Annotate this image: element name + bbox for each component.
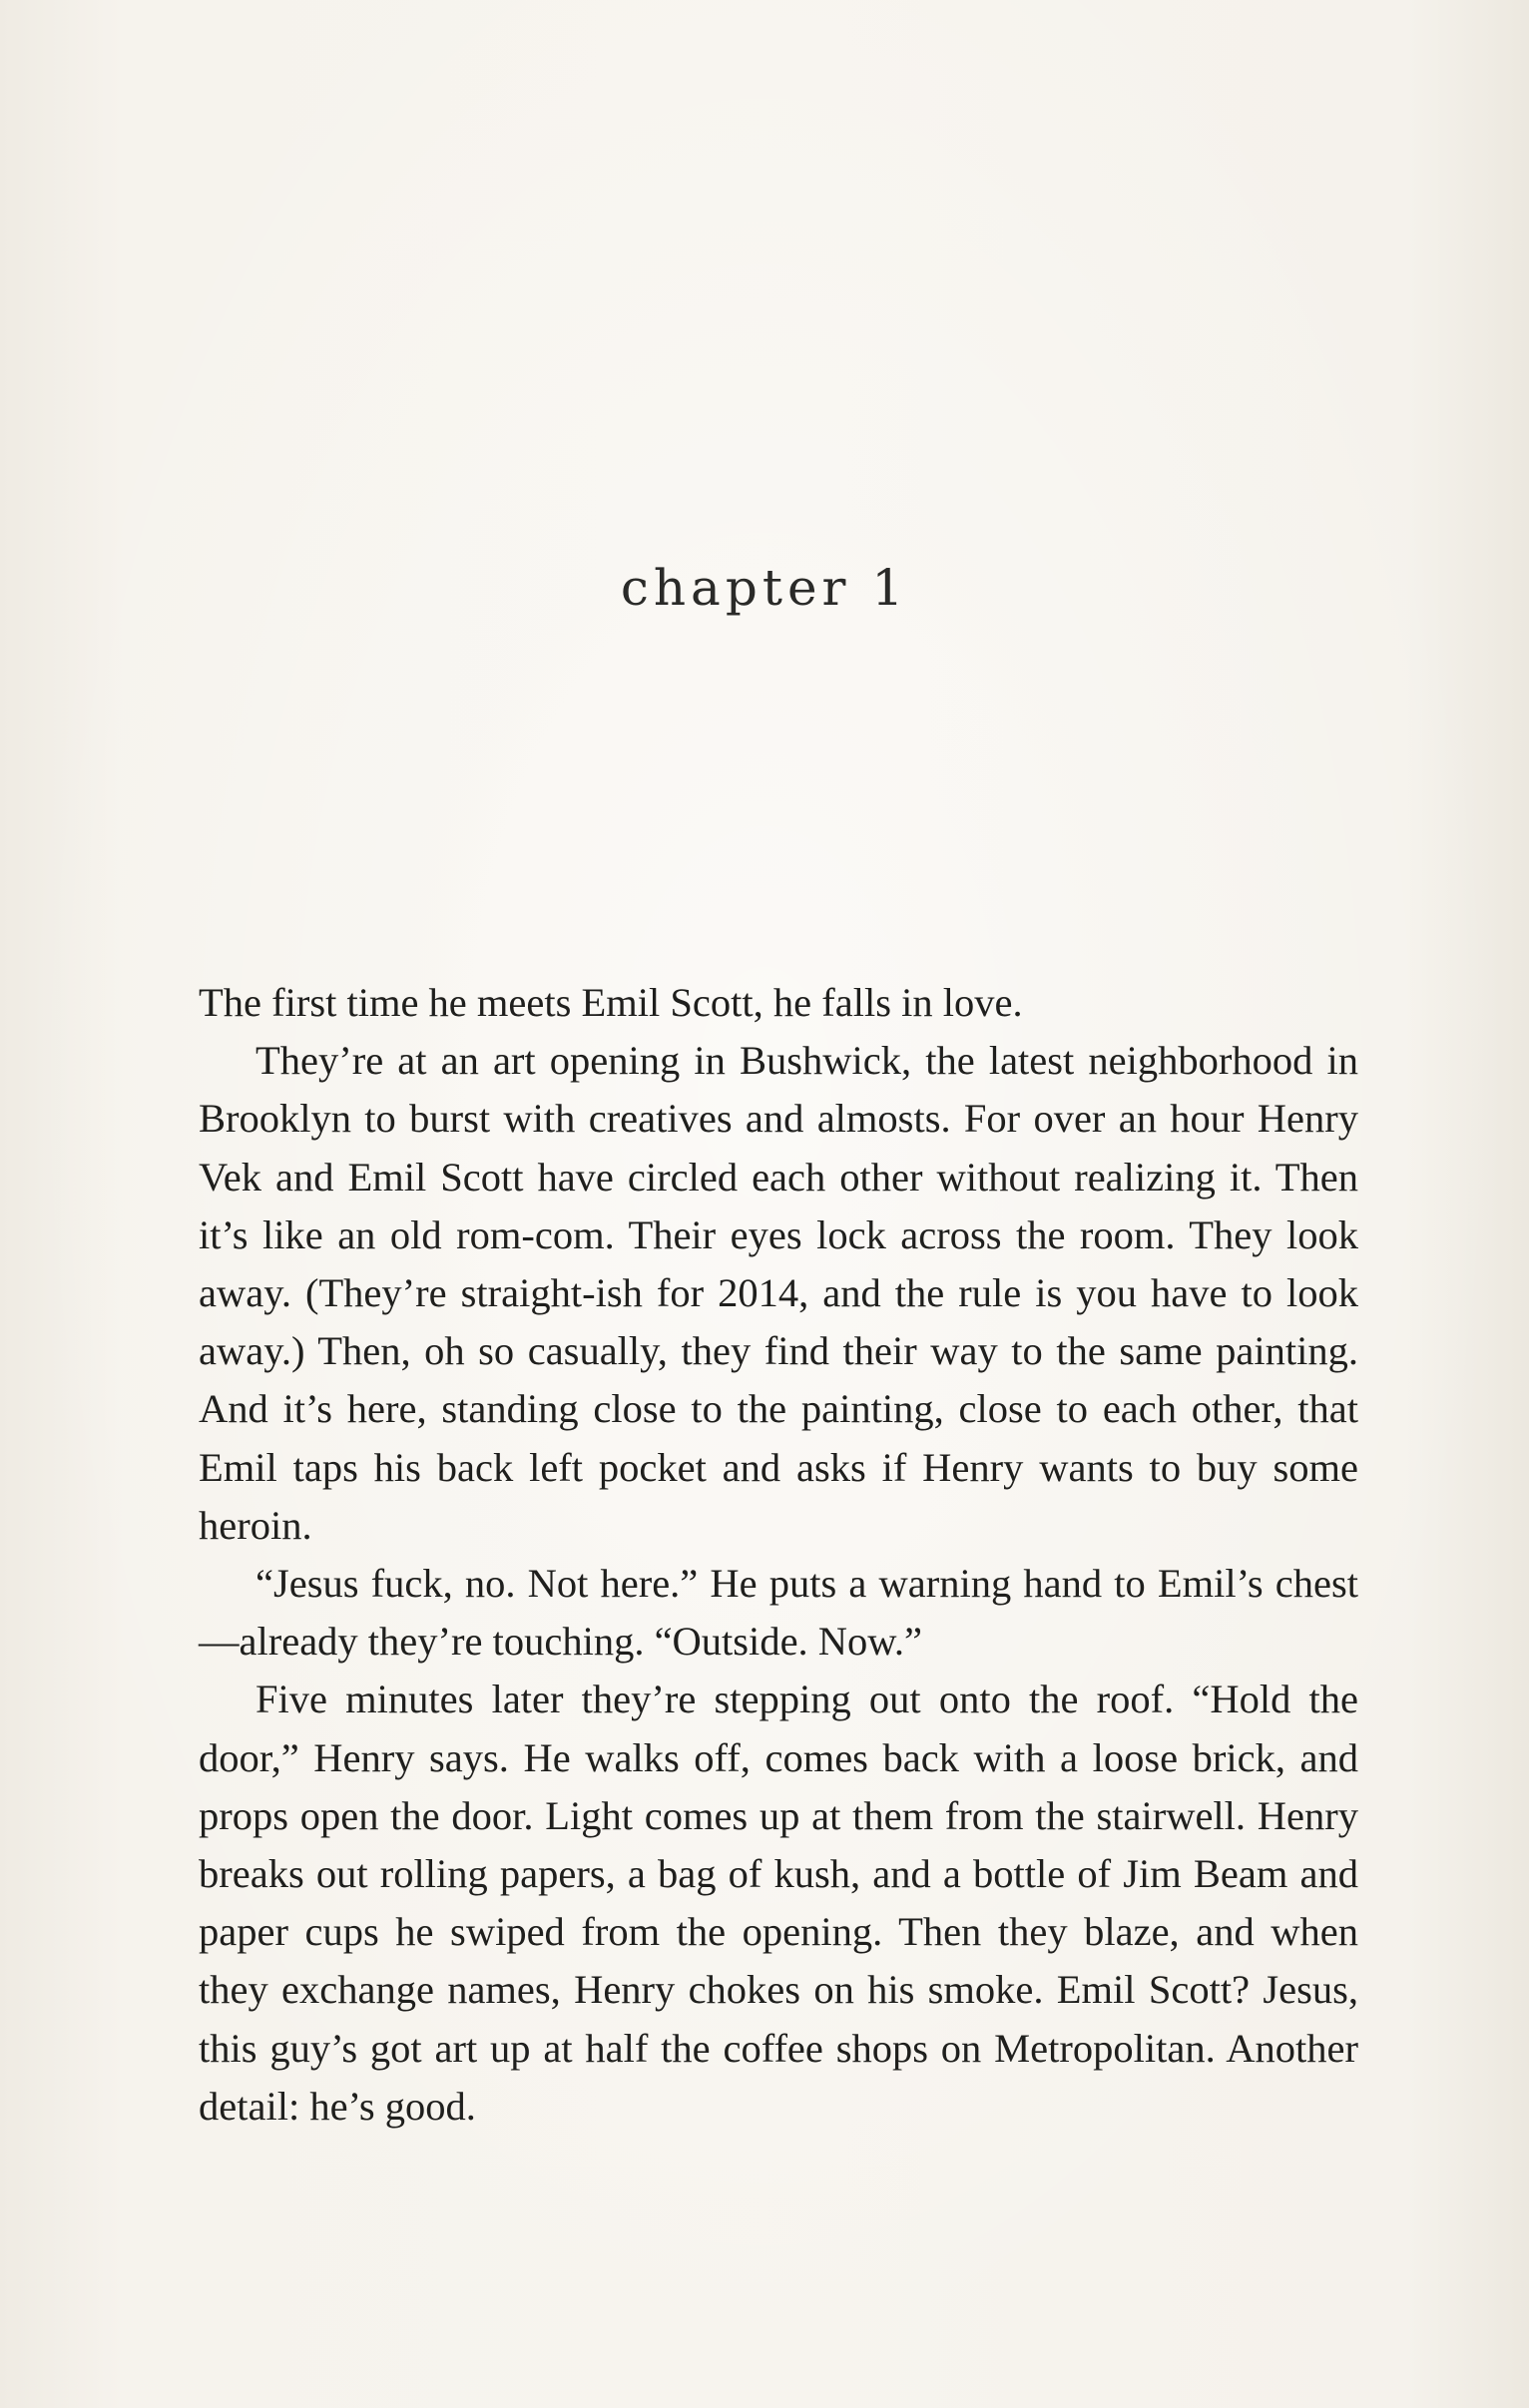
paragraph-1: The first time he meets Emil Scott, he falls in love. [199, 980, 1023, 1025]
chapter-heading: chapter 1 [620, 559, 909, 617]
paragraph-2: They’re at an art opening in Bushwick, the latest neighborhood in Brooklyn to burst with creatives and almosts. For over an hour Henry Vek and Emil Scott have circled each other without realizing it. Then it’s like an old rom-com. Their eyes lock across the room. They look away. (They’re straight-ish for 2014, and the rule is you have to look away.) Then, oh so casually, they find their way to the same painting. And it’s here, standing close to the painting, close to each other, that Emil taps his back left pocket and asks if Henry wants to buy some heroin. [199, 1038, 1358, 1548]
chapter-body [199, 974, 1358, 2136]
paragraph-3: “Jesus fuck, no. Not here.” He puts a warning hand to Emil’s chest—already they’re touching. “Outside. Now.” [199, 1561, 1358, 1665]
paragraph-4: Five minutes later they’re stepping out onto the roof. “Hold the door,” Henry says. He walks off, comes back with a loose brick, and props open the door. Light comes up at them from the stairwell. Henry breaks out rolling papers, a bag of kush, and a bottle of Jim Beam and paper cups he swiped from the opening. Then they blaze, and when they exchange names, Henry chokes on his smoke. Emil Scott? Jesus, this guy’s got art up at half the coffee shops on Metropolitan. Another detail: he’s good. [199, 1677, 1358, 2129]
